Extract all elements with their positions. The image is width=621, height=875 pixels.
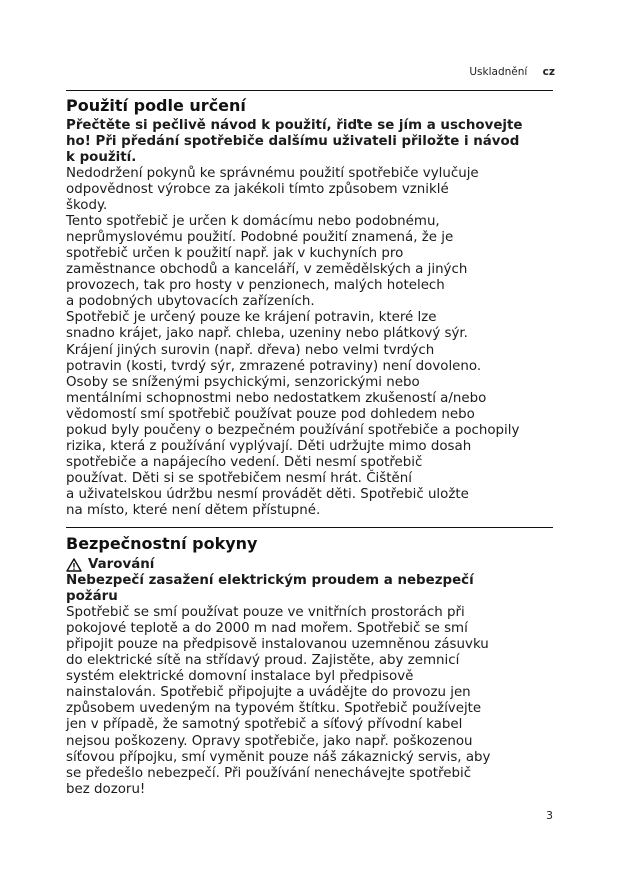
bold-line: k použití. xyxy=(66,150,137,166)
warning-label: Varování xyxy=(88,557,155,572)
warning-title-line: požáru xyxy=(66,589,118,605)
body-line: spotřebič určen k použití např. jak v kuchyních pro xyxy=(66,246,404,262)
body-line: jen v případě, že samotný spotřebič a síťový přívodní kabel xyxy=(66,717,463,733)
body-line: odpovědnost výrobce za jakékoli tímto způsobem vzniklé xyxy=(66,182,449,198)
section2-body xyxy=(66,605,553,798)
body-line: a uživatelskou údržbu nesmí provádět děti. Spotřebič uložte xyxy=(66,486,469,502)
warning-header xyxy=(66,557,553,573)
bold-line: Přečtěte si pečlivě návod k použití, řiďte se jím a uschovejte xyxy=(66,118,523,133)
warning-block xyxy=(66,557,553,798)
body-line: Tento spotřebič je určen k domácímu nebo podobnému, xyxy=(66,214,440,230)
body-line: škody. xyxy=(66,198,108,214)
body-line: připojit pouze na předpisově instalovanou uzemněnou zásuvku xyxy=(66,637,489,653)
bold-line: ho! Při předání spotřebiče dalšímu uživateli přiložte i návod xyxy=(66,134,520,150)
section1-title: Použití podle určení xyxy=(66,96,246,115)
header-section: Uskladnění xyxy=(469,66,528,78)
body-line: se předešlo nebezpečí. Při používání nenechávejte spotřebič xyxy=(66,765,472,781)
body-line: pokud byly poučeny o bezpečném používání spotřebiče a pochopily xyxy=(66,422,520,438)
body-line: na místo, které není dětem přístupné. xyxy=(66,502,321,518)
body-line: nainstalován. Spotřebič připojujte a uvádějte do provozu jen xyxy=(66,685,471,701)
warning-triangle-icon xyxy=(66,558,82,572)
section2-title: Bezpečnostní pokyny xyxy=(66,534,258,553)
body-line: vědomostí smí spotřebič používat pouze pod dohledem nebo xyxy=(66,406,475,422)
header-language: cz xyxy=(542,66,555,78)
body-line: mentálními schopnostmi nebo nedostatkem zkušeností a/nebo xyxy=(66,390,487,406)
body-line: do elektrické sítě na střídavý proud. Zajistěte, aby zemnicí xyxy=(66,653,460,669)
body-line: Krájení jiných surovin (např. dřeva) nebo velmi tvrdých xyxy=(66,342,435,358)
body-line: neprůmyslovému použití. Podobné použití znamená, že je xyxy=(66,230,454,246)
body-line: síťovou přípojku, smí vyměnit pouze náš zákaznický servis, aby xyxy=(66,749,491,765)
body-line: Spotřebič je určený pouze ke krájení potravin, které lze xyxy=(66,310,437,326)
body-line: rizika, která z používání vyplývají. Děti udržujte mimo dosah xyxy=(66,438,472,454)
body-line: systém elektrické domovní instalace byl předpisově xyxy=(66,669,414,685)
body-line: spotřebiče a napájecího vedení. Děti nesmí spotřebič xyxy=(66,454,423,470)
body-line: způsobem uvedeným na typovém štítku. Spotřebič používejte xyxy=(66,701,482,717)
body-line: zaměstnance obchodů a kanceláří, v zemědělských a jiných xyxy=(66,262,468,278)
section1-body xyxy=(66,166,553,519)
body-line: bez dozoru! xyxy=(66,781,146,797)
page-number: 3 xyxy=(546,809,553,822)
body-line: potravin (kosti, tvrdý sýr, zmrazené potraviny) není dovoleno. xyxy=(66,358,482,374)
section2-rule xyxy=(66,527,553,528)
warning-title xyxy=(66,573,553,605)
body-line: a podobných ubytovacích zařízeních. xyxy=(66,294,315,310)
body-line: snadno krájet, jako např. chleba, uzeniny nebo plátkový sýr. xyxy=(66,326,468,342)
body-line: provozech, tak pro hosty v penzionech, malých hotelech xyxy=(66,278,445,294)
section1-rule xyxy=(66,90,553,91)
body-line: nejsou poškozeny. Opravy spotřebiče, jako např. poškozenou xyxy=(66,733,473,749)
body-line: Nedodržení pokynů ke správnému použití spotřebiče vylučuje xyxy=(66,166,479,181)
warning-title-line: Nebezpečí zasažení elektrickým proudem a nebezpečí xyxy=(66,573,474,589)
body-line: používat. Děti si se spotřebičem nesmí hrát. Čištění xyxy=(66,470,412,486)
body-line: pokojové teplotě a do 2000 m nad mořem. Spotřebič se smí xyxy=(66,621,468,637)
running-header xyxy=(469,66,555,78)
section1-intro-bold xyxy=(66,118,553,166)
body-line: Spotřebič se smí používat pouze ve vnitřních prostorách při xyxy=(66,605,465,621)
body-line: Osoby se sníženými psychickými, senzorickými nebo xyxy=(66,374,420,390)
